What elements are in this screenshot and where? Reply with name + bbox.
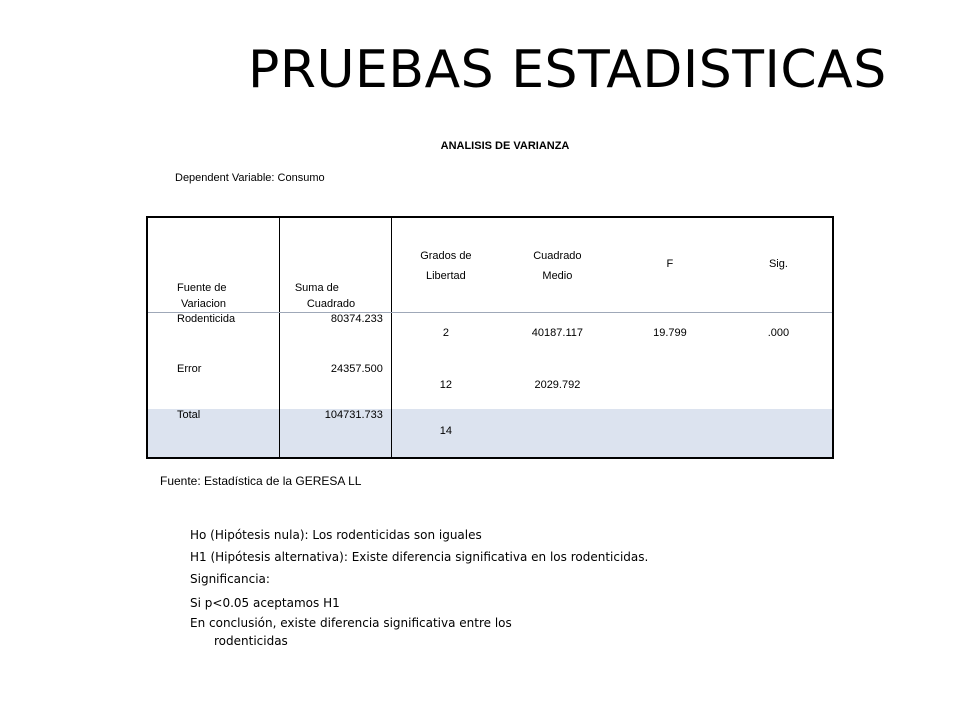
row-df-cell	[391, 409, 500, 458]
dependent-variable-label: Dependent Variable: Consumo	[175, 172, 325, 184]
row-f-cell	[615, 363, 725, 409]
header-ms-line1: Cuadrado	[533, 250, 582, 262]
row-ss: 80374.233	[330, 313, 383, 326]
row-f: 19.799	[653, 327, 687, 340]
row-ss: 104731.733	[324, 408, 383, 421]
header-sig-text: Sig.	[768, 258, 788, 270]
row-sig: .000	[767, 327, 790, 340]
source-note: Fuente: Estadística de la GERESA LL	[160, 474, 362, 488]
alternative-hypothesis: H1 (Hipótesis alternativa): Existe diferencia significativa en los rodenticidas.	[190, 550, 649, 564]
row-label: Error	[177, 362, 202, 375]
row-ss-cell	[279, 363, 391, 409]
header-source	[147, 217, 279, 313]
header-sig	[725, 217, 833, 313]
conclusion-line-2: rodenticidas	[214, 634, 288, 648]
header-mean-square	[500, 217, 615, 313]
row-df: 12	[439, 378, 452, 391]
row-label: Rodenticida	[177, 313, 236, 326]
row-ms-cell	[500, 409, 615, 458]
row-ss-cell	[279, 409, 391, 458]
row-df: 14	[439, 424, 452, 437]
row-ms: 2029.792	[534, 378, 581, 391]
row-sig-cell	[725, 363, 833, 409]
row-label: Total	[177, 408, 201, 421]
row-ms-cell	[500, 313, 615, 363]
row-f-cell	[615, 313, 725, 363]
table-row-total	[147, 409, 833, 458]
header-ss-line2: Cuadrado	[306, 298, 356, 310]
header-f	[615, 217, 725, 313]
table-row	[147, 363, 833, 409]
row-label-cell	[147, 409, 279, 458]
header-df-line2: Libertad	[426, 270, 466, 282]
row-df-cell	[391, 313, 500, 363]
row-ss-cell	[279, 313, 391, 363]
null-hypothesis: Ho (Hipótesis nula): Los rodenticidas son iguales	[190, 528, 482, 542]
header-ss-line1: Suma de	[294, 282, 339, 294]
row-ss: 24357.500	[330, 362, 383, 375]
significance-label: Significancia:	[190, 572, 270, 586]
header-source-line2: Variacion	[181, 298, 227, 310]
row-sig-cell	[725, 313, 833, 363]
header-df	[391, 217, 500, 313]
table-header-row	[147, 217, 833, 313]
header-f-text: F	[666, 258, 674, 270]
header-df-line1: Grados de	[420, 250, 472, 262]
header-sum-squares	[279, 217, 391, 313]
row-label-cell	[147, 313, 279, 363]
table-row	[147, 313, 833, 363]
row-f-cell	[615, 409, 725, 458]
anova-table	[146, 216, 834, 459]
header-source-line1: Fuente de	[177, 282, 227, 294]
row-label-cell	[147, 363, 279, 409]
conclusion-line-1: En conclusión, existe diferencia significativa entre los	[190, 616, 512, 630]
notes-block	[190, 524, 648, 650]
row-ms-cell	[500, 363, 615, 409]
page-title: PRUEBAS ESTADISTICAS	[248, 40, 887, 100]
header-ms-line2: Medio	[542, 270, 573, 282]
row-sig-cell	[725, 409, 833, 458]
table-title: ANALISIS DE VARIANZA	[440, 140, 570, 152]
row-df: 2	[442, 327, 449, 340]
decision-rule: Si p<0.05 aceptamos H1	[190, 596, 340, 610]
row-df-cell	[391, 363, 500, 409]
row-ms: 40187.117	[531, 327, 583, 340]
